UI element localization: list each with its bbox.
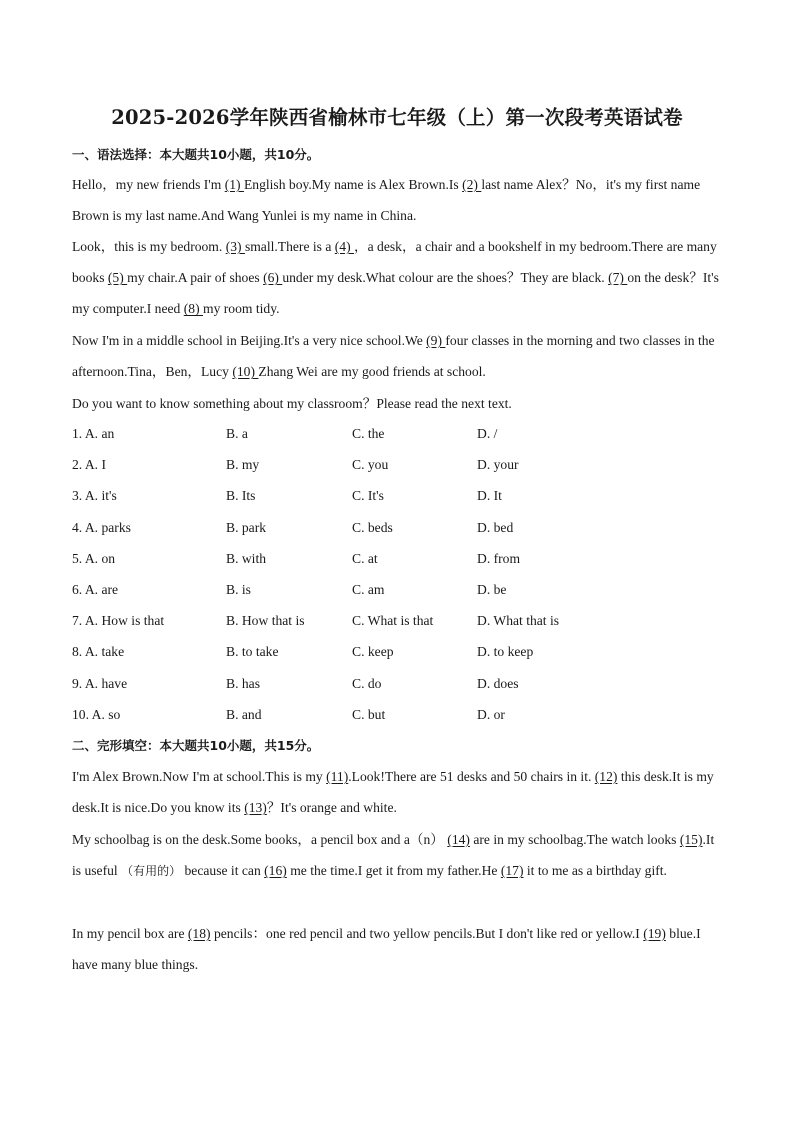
blank-9: (9) [426,333,446,348]
blank-11: (11) [326,769,349,784]
blank-14: (14) [447,832,470,847]
question-option-c: C. the [352,426,385,441]
question-option-d: D. be [477,582,507,597]
section-1-heading: 一、语法选择：本大题共10小题，共10分。 [72,147,320,162]
question-option-d: D. your [477,457,519,472]
question-option-c: C. do [352,676,382,691]
question-option-b: B. park [226,520,267,535]
question-row [72,424,732,444]
blank-19: (19) [643,926,666,941]
blank-3: (3) [225,239,245,254]
question-option-d: D. / [477,426,498,441]
question-option-a: 1. A. an [72,426,115,441]
question-option-c: C. am [352,582,385,597]
blank-8: (8) [183,301,203,317]
blank-6: (6) [263,270,283,286]
question-option-c: C. beds [352,520,393,535]
question-option-c: C. What is that [352,613,434,628]
question-option-b: B. to take [226,644,279,659]
blank-15: (15) [679,832,703,847]
question-option-d: D. does [477,676,519,691]
question-option-d: D. bed [477,520,514,535]
question-option-a: 7. A. How is that [72,613,165,628]
question-row [72,580,732,600]
question-option-b: B. has [226,676,260,691]
question-option-c: C. keep [352,644,394,659]
page-title: 2025-2026学年陕西省榆林市七年级（上）第一次段考英语试卷 [111,106,683,129]
passage-1-paragraph-1: Hello，my new friends I'm (1) English boy.My name is Alex Brown.Is (2) last name Alex？No，it's my first name Brown is my last name.And Wang Yunlei is my name in China. [72,177,701,224]
question-option-a: 10. A. so [72,707,121,722]
question-row [72,705,732,725]
question-option-c: C. but [352,707,386,722]
blank-5: (5) [107,270,128,286]
question-option-d: D. or [477,707,505,722]
blank-2: (2) [462,177,482,192]
blank-16: (16) [264,863,287,879]
question-option-a: 3. A. it's [72,488,117,503]
blank-17: (17) [500,863,524,879]
question-option-a: 2. A. I [72,457,106,472]
blank-13: (13) [244,800,267,816]
blank-10: (10) [232,364,259,380]
question-row [72,549,732,569]
question-row [72,642,732,662]
question-row [72,674,732,694]
question-option-b: B. is [226,582,251,597]
question-option-a: 8. A. take [72,644,125,659]
passage-2-paragraph-1: I'm Alex Brown.Now I'm at school.This is my (11).Look!There are 51 desks and 50 chairs in it. (12) this desk.It is my desk.It is nice.Do you know its (13)？It's orange and white. [72,769,714,816]
question-option-b: B. How that is [226,613,305,628]
blank-4: (4) [334,239,355,254]
question-option-b: B. and [226,707,262,722]
question-option-c: C. It's [352,488,384,503]
blank-12: (12) [594,769,618,784]
question-option-d: D. from [477,551,521,566]
passage-1-paragraph-4: Do you want to know something about my classroom？Please read the next text. [72,396,512,411]
question-option-a: 9. A. have [72,676,128,691]
question-row [72,611,732,631]
question-row [72,518,732,538]
question-option-c: C. you [352,457,389,472]
question-option-b: B. my [226,457,260,472]
passage-2-paragraph-2: My schoolbag is on the desk.Some books，a pencil box and a（n） (14) are in my schoolbag.The watch looks (15).It is useful （有用的） because it can (16) me the time.I get it from my father.He (17) it to me as a birthday gift. [72,832,715,879]
question-option-d: D. to keep [477,644,534,659]
question-option-c: C. at [352,551,378,566]
question-option-a: 4. A. parks [72,520,131,535]
question-option-b: B. a [226,426,248,441]
question-row [72,455,732,475]
passage-2-paragraph-3: In my pencil box are (18) pencils：one red pencil and two yellow pencils.But I don't like red or yellow.I (19) blue.I have many blue things. [72,926,701,973]
question-option-b: B. Its [226,488,256,503]
question-option-d: D. What that is [477,613,560,628]
question-option-b: B. with [226,551,267,566]
question-row [72,486,732,506]
question-option-d: D. It [477,488,502,503]
blank-7: (7) [608,270,628,286]
section-2-heading: 二、完形填空：本大题共10小题，共15分。 [72,738,320,753]
passage-1-paragraph-3: Now I'm in a middle school in Beijing.It's a very nice school.We (9) four classes in the morning and two classes in the afternoon.Tina，Ben，Lucy (10) Zhang Wei are my good friends at school. [72,333,715,380]
blank-18: (18) [187,926,211,941]
passage-1-paragraph-2: Look，this is my bedroom. (3) small.There is a (4) ，a desk，a chair and a bookshelf in my bedroom.There are many books (5) my chair.A pair of shoes (6) under my desk.What colour are the shoes？They are black. (7) on the desk？It's my computer.I need (8) my room tidy. [72,239,719,317]
question-option-a: 6. A. are [72,582,119,597]
question-option-a: 5. A. on [72,551,116,566]
blank-1: (1) [224,177,244,192]
